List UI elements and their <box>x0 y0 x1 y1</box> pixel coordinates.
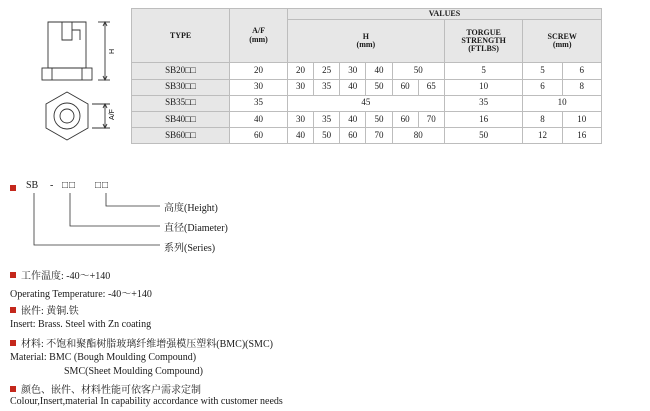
cell-h: 20 <box>287 63 313 79</box>
cell-torque: 10 <box>444 79 523 95</box>
header-screw: SCREW (mm) <box>523 20 602 63</box>
table-row <box>132 79 602 95</box>
bullet-icon <box>10 307 16 313</box>
cell-h: 40 <box>366 63 392 79</box>
cell-screw: 6 <box>562 63 601 79</box>
code-prefix: SB <box>26 180 39 191</box>
cell-h: 60 <box>340 127 366 143</box>
cell-h: 65 <box>418 79 444 95</box>
cell-screw: 10 <box>523 95 602 111</box>
cell-type: SB60□□ <box>132 127 230 143</box>
cell-h: 50 <box>366 111 392 127</box>
cell-h: 50 <box>392 63 444 79</box>
header-h: H (mm) <box>287 20 444 63</box>
cell-type: SB35□□ <box>132 95 230 111</box>
bullet-icon <box>10 386 16 392</box>
note-insert-en: Insert: Brass. Steel with Zn coating <box>10 319 152 330</box>
cell-h: 30 <box>340 63 366 79</box>
table-row <box>132 95 602 111</box>
note-custom-cn: 颜色、嵌件、材料性能可依客户需求定制 <box>10 381 201 396</box>
cell-screw: 8 <box>562 79 601 95</box>
cell-af: 40 <box>230 111 288 127</box>
header-type: TYPE <box>132 9 230 63</box>
code-dash: - <box>50 180 54 191</box>
cell-h: 30 <box>287 79 313 95</box>
cell-screw: 8 <box>523 111 562 127</box>
header-torque: TORGUE STRENGTH (FTLBS) <box>444 20 523 63</box>
header-af: A/F (mm) <box>230 9 288 63</box>
cell-h: 60 <box>392 79 418 95</box>
note-temp-cn: 工作温度: -40～+140 <box>10 267 110 282</box>
cell-h: 35 <box>314 111 340 127</box>
cell-h: 40 <box>287 127 313 143</box>
cell-torque: 16 <box>444 111 523 127</box>
cell-h: 60 <box>392 111 418 127</box>
label-series: 系列(Series) <box>164 243 216 254</box>
cell-screw: 16 <box>562 127 601 143</box>
cell-h: 50 <box>366 79 392 95</box>
note-material-en2: SMC(Sheet Moulding Compound) <box>64 366 203 377</box>
bullet-icon <box>10 272 16 278</box>
cell-h: 40 <box>340 79 366 95</box>
cell-type: SB30□□ <box>132 79 230 95</box>
cell-af: 35 <box>230 95 288 111</box>
code-boxes-height: □□ <box>95 180 110 191</box>
header-values: VALUES <box>287 9 601 20</box>
cell-screw: 10 <box>562 111 601 127</box>
cell-h: 45 <box>287 95 444 111</box>
cell-h: 35 <box>314 79 340 95</box>
h-dimension-label: H <box>109 48 116 54</box>
cell-h: 70 <box>418 111 444 127</box>
cell-torque: 50 <box>444 127 523 143</box>
cell-h: 40 <box>340 111 366 127</box>
note-material-cn: 材料: 不饱和聚酯树脂玻璃纤维增强模压塑料(BMC)(SMC) <box>10 335 273 350</box>
cell-screw: 5 <box>523 63 562 79</box>
cell-screw: 12 <box>523 127 562 143</box>
cell-af: 60 <box>230 127 288 143</box>
cell-h: 25 <box>314 63 340 79</box>
note-insert-cn: 嵌件: 黄铜.铁 <box>10 302 79 317</box>
table-row <box>132 127 602 143</box>
table-row <box>132 63 602 79</box>
table-row <box>132 111 602 127</box>
note-custom-en: Colour,Insert,material In capability accordance with customer needs <box>10 396 283 407</box>
code-boxes-diameter: □□ <box>62 180 77 191</box>
label-diameter: 直径(Diameter) <box>164 223 228 234</box>
cell-h: 70 <box>366 127 392 143</box>
note-material-en1: Material: BMC (Bough Moulding Compound) <box>10 352 197 363</box>
cell-screw: 6 <box>523 79 562 95</box>
cell-h: 30 <box>287 111 313 127</box>
cell-type: SB40□□ <box>132 111 230 127</box>
cell-af: 30 <box>230 79 288 95</box>
cell-h: 50 <box>314 127 340 143</box>
label-height: 高度(Height) <box>164 203 218 214</box>
spec-table <box>131 8 602 144</box>
bullet-icon <box>10 340 16 346</box>
note-temp-en: Operating Temperature: -40～+140 <box>10 289 152 300</box>
af-dimension-label: A/F <box>109 109 116 120</box>
cell-af: 20 <box>230 63 288 79</box>
cell-h: 80 <box>392 127 444 143</box>
cell-type: SB20□□ <box>132 63 230 79</box>
cell-torque: 35 <box>444 95 523 111</box>
cell-torque: 5 <box>444 63 523 79</box>
